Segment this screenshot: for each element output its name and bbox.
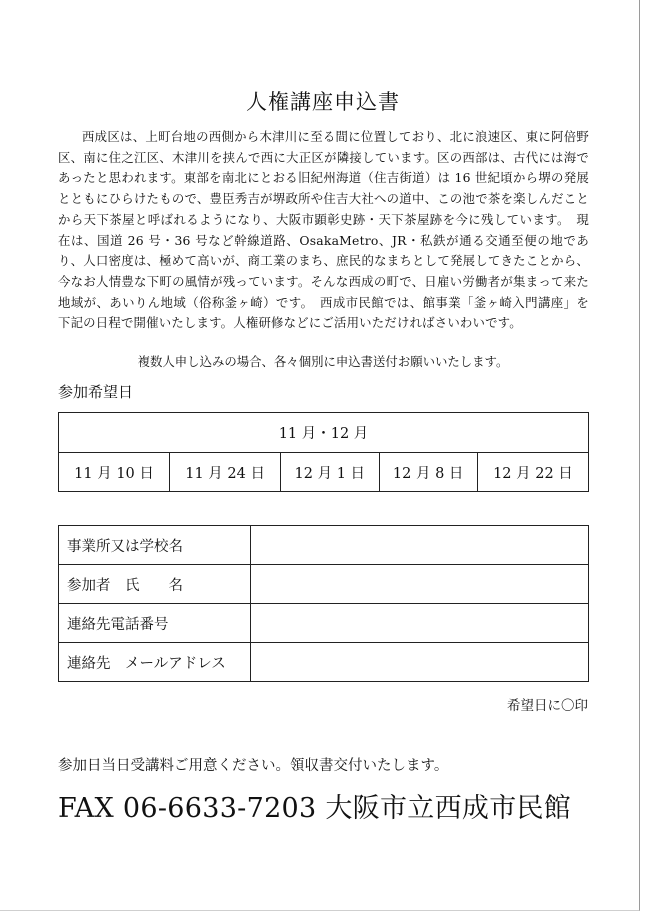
application-form xyxy=(58,525,589,682)
intro-text xyxy=(58,127,589,334)
circle-mark-note: 希望日に〇印 xyxy=(507,698,588,714)
fax-contact: FAX 06-6633-7203 大阪市立西成市民館 xyxy=(58,793,572,824)
date-cell[interactable]: 12 月 8 日 xyxy=(379,453,477,492)
fee-note: 参加日当日受講料ご用意ください。領収書交付いたします。 xyxy=(58,758,449,774)
form-row xyxy=(59,604,589,643)
date-cell[interactable]: 12 月 1 日 xyxy=(281,453,379,492)
date-cell[interactable]: 11 月 10 日 xyxy=(59,453,170,492)
preferred-date-label: 参加希望日 xyxy=(58,383,134,401)
date-cell[interactable]: 12 月 22 日 xyxy=(477,453,588,492)
phone-label: 連絡先電話番号 xyxy=(59,604,251,643)
participant-name-field[interactable] xyxy=(251,565,589,604)
phone-field[interactable] xyxy=(251,604,589,643)
form-row xyxy=(59,565,589,604)
email-label: 連絡先 メールアドレス xyxy=(59,643,251,682)
organization-field[interactable] xyxy=(251,526,589,565)
email-field[interactable] xyxy=(251,643,589,682)
date-cell[interactable]: 11 月 24 日 xyxy=(170,453,281,492)
multiple-applicants-note: 複数人申し込みの場合、各々個別に申込書送付お願いいたします。 xyxy=(137,354,509,369)
month-header: 11 月・12 月 xyxy=(59,413,589,453)
organization-label: 事業所又は学校名 xyxy=(59,526,251,565)
form-row xyxy=(59,643,589,682)
intro-paragraph: 西成区は、上町台地の西側から木津川に至る間に位置しており、北に浪速区、東に阿倍野区、南に住之江区、木津川を挟んで西に大正区が隣接しています。区の西部は、古代には海であったと思われます。東部を南北にとおる旧紀州海道（住吉街道）は 16 世紀頃から堺の発展とともにひらけたもので、豊臣秀吉が堺政所や住吉大社への道中、この池で茶を楽しんだことから天下茶屋と呼ばれるようになり、大阪市顕彰史跡・天下茶屋跡を今に残しています。 現在は、国道 26 号・36 号など幹線道路、OsakaMetro、JR・私鉄が通る交通至便の地であり、人口密度は、極めて高いが、商工業のまち、庶民的なまちとして発展してきたことから、今なお人情豊な下町の風情が残っています。そんな西成の町で、日雇い労働者が集まって来た地域が、あいりん地域（俗称釜ヶ崎）です。 西成市民館では、館事業「釜ヶ崎入門講座」を下記の日程で開催いたします。人権研修などにご活用いただければさいわいです。 xyxy=(58,129,589,331)
date-table xyxy=(58,412,589,492)
participant-name-label: 参加者 氏 名 xyxy=(59,565,251,604)
form-row xyxy=(59,526,589,565)
document-title: 人権講座申込書 xyxy=(246,90,400,114)
